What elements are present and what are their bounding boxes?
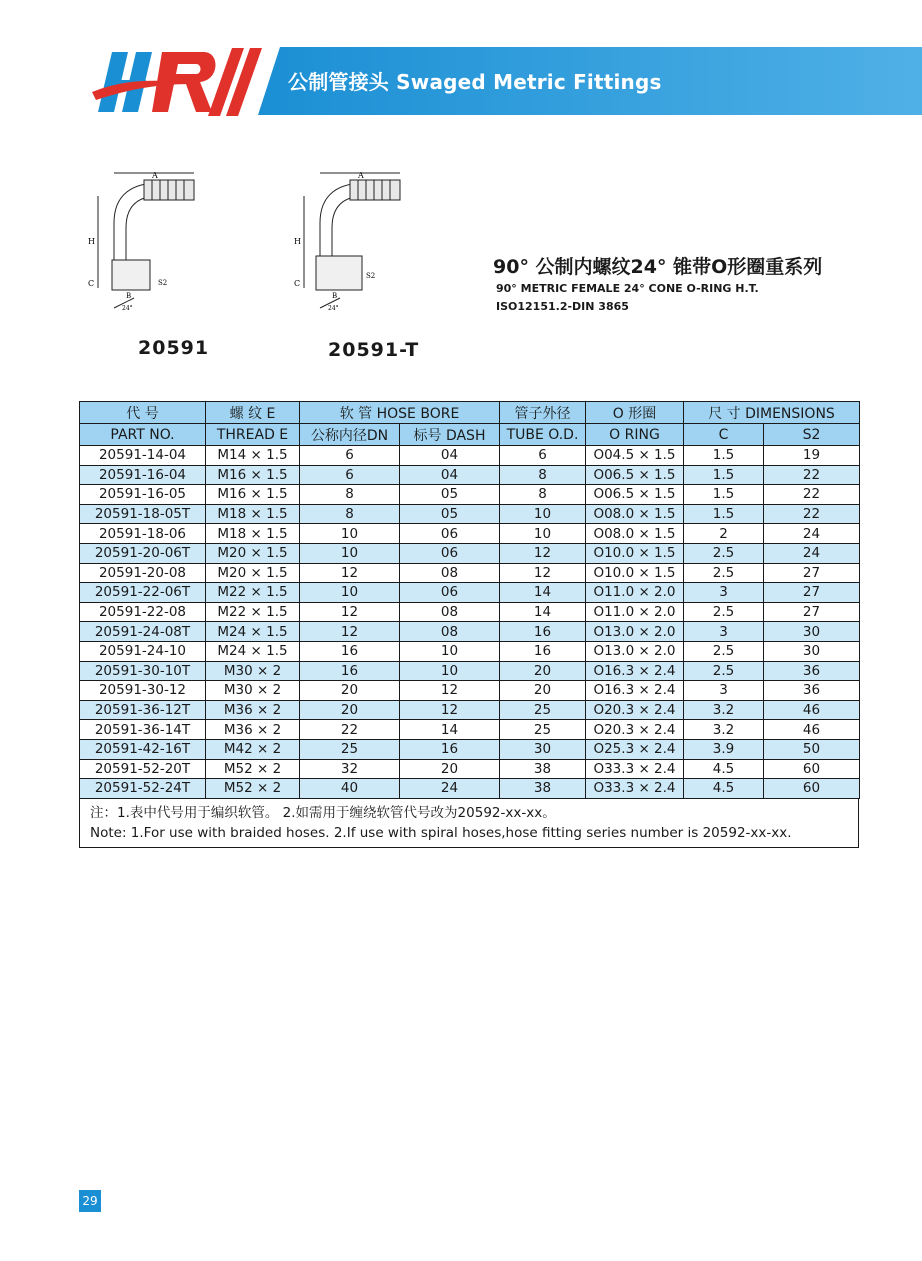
table-row: [80, 485, 860, 505]
table-cell: 16: [400, 739, 500, 759]
table-cell: 12: [500, 543, 586, 563]
table-cell: 20591-24-10: [80, 641, 206, 661]
col-dash: 标号 DASH: [400, 424, 500, 446]
table-notes: [79, 799, 859, 848]
table-cell: O06.5 × 1.5: [586, 465, 684, 485]
table-cell: 30: [764, 641, 860, 661]
table-cell: 27: [764, 583, 860, 603]
table-cell: 24: [764, 543, 860, 563]
table-cell: 12: [400, 681, 500, 701]
table-cell: 40: [300, 779, 400, 799]
table-cell: 14: [500, 602, 586, 622]
dim-a-label: A: [358, 171, 364, 180]
table-cell: 6: [500, 446, 586, 466]
col-part: PART NO.: [80, 424, 206, 446]
table-cell: O33.3 × 2.4: [586, 759, 684, 779]
company-logo: [92, 40, 282, 120]
table-cell: M30 × 2: [206, 661, 300, 681]
table-cell: O33.3 × 2.4: [586, 779, 684, 799]
table-row: [80, 641, 860, 661]
table-cell: M42 × 2: [206, 739, 300, 759]
table-cell: 2.5: [684, 661, 764, 681]
table-cell: O04.5 × 1.5: [586, 446, 684, 466]
table-cell: O10.0 × 1.5: [586, 543, 684, 563]
table-cell: 12: [300, 602, 400, 622]
table-cell: 20591-20-06T: [80, 543, 206, 563]
table-row: [80, 446, 860, 466]
table-cell: 3.9: [684, 739, 764, 759]
table-cell: M18 × 1.5: [206, 524, 300, 544]
table-cell: 12: [400, 700, 500, 720]
table-row: [80, 602, 860, 622]
table-cell: 4.5: [684, 779, 764, 799]
table-cell: O10.0 × 1.5: [586, 563, 684, 583]
table-cell: 30: [500, 739, 586, 759]
table-cell: 06: [400, 524, 500, 544]
table-cell: M24 × 1.5: [206, 641, 300, 661]
table-cell: 20591-52-20T: [80, 759, 206, 779]
table-cell: M16 × 1.5: [206, 465, 300, 485]
table-cell: M36 × 2: [206, 720, 300, 740]
table-cell: 2.5: [684, 543, 764, 563]
table-cell: O16.3 × 2.4: [586, 661, 684, 681]
table-cell: 20591-36-12T: [80, 700, 206, 720]
table-cell: 20591-20-08: [80, 563, 206, 583]
col-dn: 公称内径DN: [300, 424, 400, 446]
table-cell: 22: [764, 504, 860, 524]
table-cell: 2.5: [684, 602, 764, 622]
table-header-row-2: [80, 424, 860, 446]
table-cell: 10: [300, 543, 400, 563]
table-cell: 6: [300, 465, 400, 485]
table-cell: 05: [400, 485, 500, 505]
table-cell: 16: [300, 661, 400, 681]
table-cell: 22: [764, 465, 860, 485]
page-number: 29: [79, 1190, 101, 1212]
col-oring: O RING: [586, 424, 684, 446]
table-cell: O20.3 × 2.4: [586, 720, 684, 740]
table-cell: 20: [500, 661, 586, 681]
table-cell: 46: [764, 720, 860, 740]
table-cell: 12: [300, 622, 400, 642]
table-cell: 16: [300, 641, 400, 661]
model-label-20591-t: 20591-T: [328, 339, 420, 361]
table-cell: 10: [300, 583, 400, 603]
table-cell: 10: [500, 504, 586, 524]
table-cell: M20 × 1.5: [206, 543, 300, 563]
dim-angle-label: 24°: [328, 305, 339, 312]
table-cell: 20591-24-08T: [80, 622, 206, 642]
table-cell: O06.5 × 1.5: [586, 485, 684, 505]
table-cell: 3: [684, 583, 764, 603]
table-cell: 38: [500, 759, 586, 779]
col-s2: S2: [764, 424, 860, 446]
table-row: [80, 583, 860, 603]
table-cell: 32: [300, 759, 400, 779]
table-row: [80, 779, 860, 799]
table-cell: 1.5: [684, 504, 764, 524]
table-row: [80, 759, 860, 779]
col-dimensions: 尺 寸 DIMENSIONS: [684, 402, 860, 424]
note-cn: 注：1.表中代号用于编织软管。 2.如需用于缠绕软管代号改为20592-xx-xx。: [90, 804, 556, 821]
table-cell: 20591-42-16T: [80, 739, 206, 759]
table-cell: 24: [764, 524, 860, 544]
col-tube: TUBE O.D.: [500, 424, 586, 446]
table-cell: 16: [500, 641, 586, 661]
table-cell: 20591-18-05T: [80, 504, 206, 524]
col-thread-cn: 螺 纹 E: [206, 402, 300, 424]
table-cell: 04: [400, 465, 500, 485]
table-cell: 25: [500, 720, 586, 740]
fittings-table-wrap: [79, 401, 859, 848]
table-cell: 1.5: [684, 465, 764, 485]
table-cell: 30: [764, 622, 860, 642]
table-cell: M36 × 2: [206, 700, 300, 720]
table-cell: M20 × 1.5: [206, 563, 300, 583]
table-cell: 24: [400, 779, 500, 799]
table-cell: M24 × 1.5: [206, 622, 300, 642]
table-cell: 16: [500, 622, 586, 642]
table-cell: M30 × 2: [206, 681, 300, 701]
fitting-drawing-20591: [84, 168, 204, 318]
table-cell: M14 × 1.5: [206, 446, 300, 466]
table-cell: 46: [764, 700, 860, 720]
table-body: [80, 446, 860, 799]
table-cell: M22 × 1.5: [206, 602, 300, 622]
header-title: 公制管接头 Swaged Metric Fittings: [288, 70, 662, 94]
dim-h-label: H: [294, 237, 301, 246]
col-part-cn: 代 号: [80, 402, 206, 424]
dim-s2-label: S2: [366, 272, 376, 280]
table-cell: 08: [400, 602, 500, 622]
table-cell: 14: [500, 583, 586, 603]
table-cell: M52 × 2: [206, 759, 300, 779]
table-row: [80, 739, 860, 759]
table-row: [80, 700, 860, 720]
col-oring-cn: O 形圈: [586, 402, 684, 424]
table-cell: 10: [400, 641, 500, 661]
table-cell: 10: [500, 524, 586, 544]
fittings-table: [79, 401, 860, 799]
table-cell: O08.0 × 1.5: [586, 504, 684, 524]
table-cell: 1.5: [684, 446, 764, 466]
table-cell: 3: [684, 622, 764, 642]
dim-h-label: H: [88, 237, 95, 246]
table-cell: O11.0 × 2.0: [586, 602, 684, 622]
table-cell: 14: [400, 720, 500, 740]
spec-title: 90° 公制内螺纹24° 锥带O形圈重系列: [493, 256, 823, 278]
dim-angle-label: 24°: [122, 305, 133, 312]
table-cell: 38: [500, 779, 586, 799]
dim-c-label: C: [88, 279, 95, 288]
table-cell: 8: [500, 465, 586, 485]
table-cell: 10: [300, 524, 400, 544]
table-cell: 36: [764, 661, 860, 681]
table-cell: 22: [764, 485, 860, 505]
table-cell: 08: [400, 622, 500, 642]
table-cell: O11.0 × 2.0: [586, 583, 684, 603]
table-row: [80, 720, 860, 740]
table-cell: 60: [764, 779, 860, 799]
table-cell: 20: [300, 700, 400, 720]
table-cell: M18 × 1.5: [206, 504, 300, 524]
table-cell: 2.5: [684, 641, 764, 661]
table-cell: 12: [500, 563, 586, 583]
table-cell: M16 × 1.5: [206, 485, 300, 505]
table-cell: 8: [500, 485, 586, 505]
table-cell: 20591-36-14T: [80, 720, 206, 740]
table-cell: O20.3 × 2.4: [586, 700, 684, 720]
table-cell: 50: [764, 739, 860, 759]
table-cell: 20591-18-06: [80, 524, 206, 544]
spec-line-1: 90° METRIC FEMALE 24° CONE O-RING H.T.: [496, 282, 759, 295]
table-cell: 20591-14-04: [80, 446, 206, 466]
dim-c-label: C: [294, 279, 301, 288]
table-cell: 06: [400, 543, 500, 563]
table-cell: 4.5: [684, 759, 764, 779]
dim-b-label: B: [126, 292, 132, 300]
col-thread: THREAD E: [206, 424, 300, 446]
table-cell: 08: [400, 563, 500, 583]
table-row: [80, 681, 860, 701]
table-row: [80, 563, 860, 583]
table-cell: 3: [684, 681, 764, 701]
col-c: C: [684, 424, 764, 446]
dim-b-label: B: [332, 292, 338, 300]
table-cell: 20591-16-05: [80, 485, 206, 505]
table-cell: 1.5: [684, 485, 764, 505]
table-cell: 20591-52-24T: [80, 779, 206, 799]
col-hose-bore: 软 管 HOSE BORE: [300, 402, 500, 424]
table-cell: O13.0 × 2.0: [586, 622, 684, 642]
table-cell: 3.2: [684, 700, 764, 720]
table-cell: 2: [684, 524, 764, 544]
table-cell: O08.0 × 1.5: [586, 524, 684, 544]
table-cell: 20: [500, 681, 586, 701]
table-cell: 25: [300, 739, 400, 759]
table-cell: 3.2: [684, 720, 764, 740]
table-cell: 60: [764, 759, 860, 779]
table-row: [80, 524, 860, 544]
table-cell: O16.3 × 2.4: [586, 681, 684, 701]
table-cell: 05: [400, 504, 500, 524]
table-cell: 04: [400, 446, 500, 466]
table-cell: 36: [764, 681, 860, 701]
table-cell: 6: [300, 446, 400, 466]
table-cell: 20591-22-06T: [80, 583, 206, 603]
dim-a-label: A: [152, 171, 158, 180]
table-cell: 25: [500, 700, 586, 720]
table-cell: 20591-16-04: [80, 465, 206, 485]
table-cell: M22 × 1.5: [206, 583, 300, 603]
table-cell: 22: [300, 720, 400, 740]
table-cell: 20591-30-10T: [80, 661, 206, 681]
table-cell: 10: [400, 661, 500, 681]
table-cell: O25.3 × 2.4: [586, 739, 684, 759]
table-row: [80, 504, 860, 524]
table-header-row-1: [80, 402, 860, 424]
fitting-drawing-20591-t: [290, 168, 410, 318]
table-row: [80, 661, 860, 681]
table-row: [80, 622, 860, 642]
table-cell: 20: [400, 759, 500, 779]
table-cell: 8: [300, 485, 400, 505]
table-cell: 27: [764, 602, 860, 622]
table-row: [80, 543, 860, 563]
table-row: [80, 465, 860, 485]
dim-s2-label: S2: [158, 279, 168, 287]
table-cell: 19: [764, 446, 860, 466]
table-cell: M52 × 2: [206, 779, 300, 799]
table-cell: 8: [300, 504, 400, 524]
table-cell: O13.0 × 2.0: [586, 641, 684, 661]
model-label-20591: 20591: [138, 337, 210, 359]
table-cell: 06: [400, 583, 500, 603]
note-en: Note: 1.For use with braided hoses. 2.If use with spiral hoses,hose fitting series number is 20592-xx-xx.: [90, 824, 792, 841]
table-cell: 27: [764, 563, 860, 583]
table-cell: 2.5: [684, 563, 764, 583]
col-tube-cn: 管子外径: [500, 402, 586, 424]
table-cell: 20591-30-12: [80, 681, 206, 701]
table-cell: 12: [300, 563, 400, 583]
spec-line-2: ISO12151.2-DIN 3865: [496, 300, 629, 313]
table-cell: 20: [300, 681, 400, 701]
table-cell: 20591-22-08: [80, 602, 206, 622]
